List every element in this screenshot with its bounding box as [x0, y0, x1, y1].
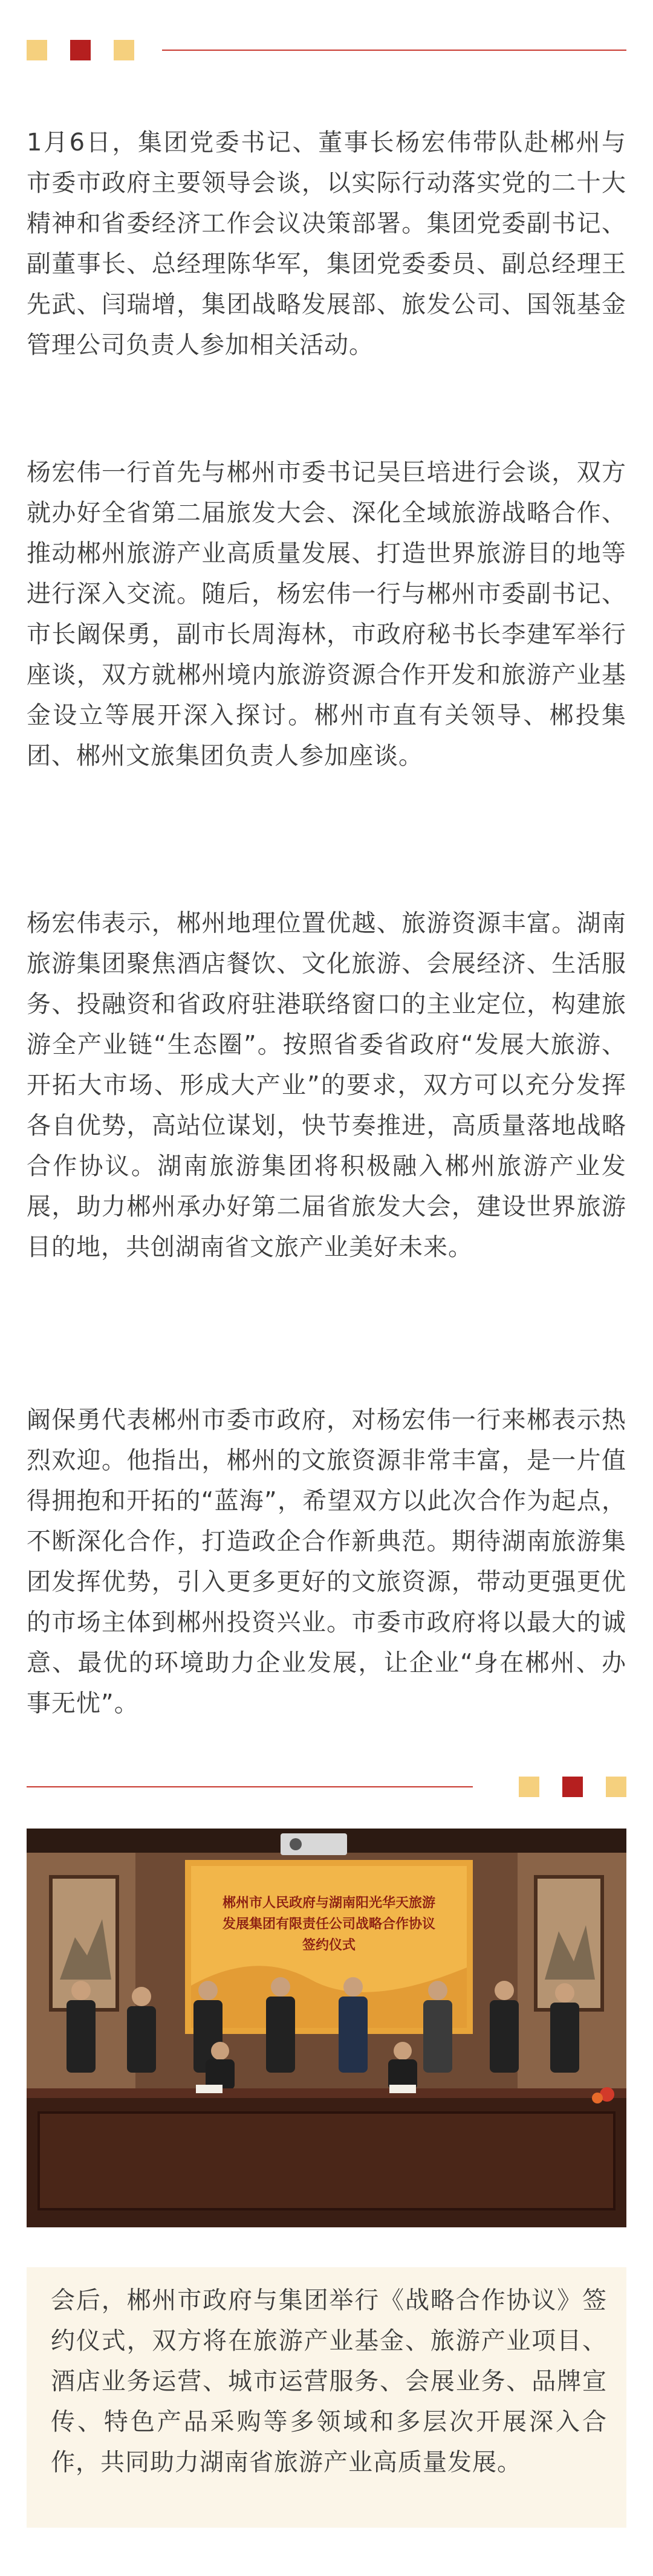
banner-line-2: 发展集团有限责任公司战略合作协议: [222, 1917, 436, 1932]
red-square: [70, 40, 91, 60]
top-decoration: [27, 40, 626, 60]
gold-square: [519, 1777, 539, 1797]
article-paragraph-2: 杨宏伟一行首先与郴州市委书记吴巨培进行会谈，双方就办好全省第二届旅发大会、深化全域旅游战略合作、推动郴州旅游产业高质量发展、打造世界旅游目的地等进行深入交流。随后，杨宏伟一行与郴州市委副书记、市长阚保勇，副市长周海林，市政府秘书长李建军举行座谈，双方就郴州境内旅游资源合作开发和旅游产业基金设立等展开深入探讨。郴州市直有关领导、郴投集团、郴州文旅集团负责人参加座谈。: [27, 459, 626, 770]
banner-line-3: 签约仪式: [302, 1938, 356, 1953]
article-paragraph-1: 1月6日，集团党委书记、董事长杨宏伟带队赴郴州与市委市政府主要领导会谈，以实际行动落实党的二十大精神和省委经济工作会议决策部署。集团党委副书记、副董事长、总经理陈华军，集团党委委员、副总经理王先武、闫瑞增，集团战略发展部、旅发公司、国瓴基金管理公司负责人参加相关活动。: [27, 129, 626, 359]
article-paragraph-3: 杨宏伟表示，郴州地理位置优越、旅游资源丰富。湖南旅游集团聚焦酒店餐饮、文化旅游、会展经济、生活服务、投融资和省政府驻港联络窗口的主业定位，构建旅游全产业链“生态圈”。按照省委省政府“发展大旅游、开拓大市场、形成大产业”的要求，双方可以充分发挥各自优势，高站位谋划，快节奏推进，高质量落地战略合作协议。湖南旅游集团将积极融入郴州旅游产业发展，助力郴州承办好第二届省旅发大会，建设世界旅游目的地，共创湖南省文旅产业美好未来。: [27, 909, 626, 1261]
divider-line: [162, 50, 626, 51]
banner-line-1: 郴州市人民政府与湖南阳光华天旅游: [222, 1896, 436, 1911]
red-square: [562, 1777, 583, 1797]
summary-note-text: 会后，郴州市政府与集团举行《战略合作协议》签约仪式，双方将在旅游产业基金、旅游产业项目、酒店业务运营、城市运营服务、会展业务、品牌宣传、特色产品采购等多领域和多层次开展深入合作，共同助力湖南省旅游产业高质量发展。: [51, 2287, 607, 2476]
article-paragraph-4: 阚保勇代表郴州市委市政府，对杨宏伟一行来郴表示热烈欢迎。他指出，郴州的文旅资源非常丰富，是一片值得拥抱和开拓的“蓝海”，希望双方以此次合作为起点，不断深化合作，打造政企合作新典范。期待湖南旅游集团发挥优势，引入更多更好的文旅资源，带动更强更优的市场主体到郴州投资兴业。市委市政府将以最大的诚意、最优的环境助力企业发展，让企业“身在郴州、办事无忧”。: [27, 1406, 626, 1717]
summary-note-box: [27, 2267, 626, 2528]
gold-square: [27, 40, 47, 60]
divider-line: [27, 1786, 473, 1787]
middle-decoration: [27, 1777, 626, 1797]
gold-square: [114, 40, 134, 60]
gold-square: [606, 1777, 626, 1797]
signing-ceremony-photo: [27, 1829, 626, 2227]
